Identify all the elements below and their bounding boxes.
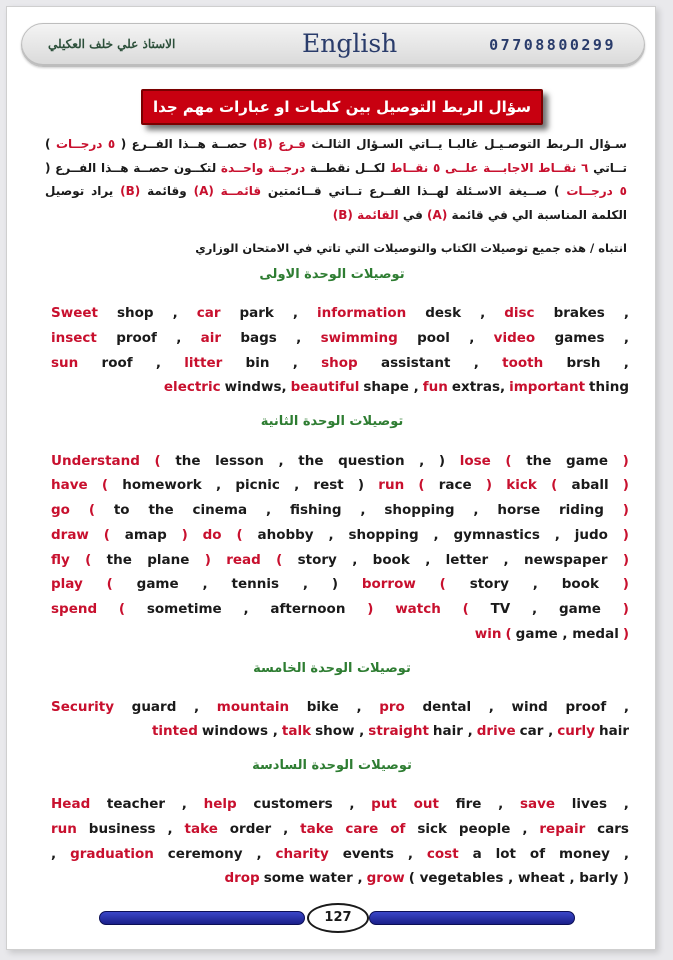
collocate-word: , [532, 576, 538, 592]
collocate-word: bin [245, 355, 270, 371]
collocate-word: newspaper [523, 552, 608, 568]
intro-highlight: ٦ نقــاط الاجابـــة علــى ٥ نقــاط [390, 160, 589, 175]
collocate-word: , [623, 355, 629, 371]
collocate-word: wind [511, 699, 548, 715]
collocate-word: , [194, 699, 200, 715]
keyword-word: of [390, 821, 406, 837]
collocate-word: the [175, 453, 201, 469]
keyword-word: ( [505, 626, 512, 642]
keyword-word: play [51, 576, 83, 592]
collocate-word: hair [598, 723, 629, 739]
keyword-word: sun [51, 355, 79, 371]
keyword-word: ) [367, 601, 374, 617]
question-title: سؤال الربط التوصيل بين كلمات او عبارات مهم جدا [141, 89, 543, 125]
keyword-word: take [300, 821, 334, 837]
collocate-word: , [352, 552, 358, 568]
keyword-word: ) [181, 527, 188, 543]
intro-highlight: القائمة (B) [332, 207, 399, 222]
intro-text: في [398, 207, 428, 222]
attention-label: انتباه [598, 241, 627, 255]
collocate-word: car , [519, 723, 554, 739]
collocate-word: roof [101, 355, 133, 371]
keyword-word: ( [85, 552, 92, 568]
keyword-word: help [203, 796, 237, 812]
collocate-word: , [265, 502, 272, 518]
collocate-word: business [88, 821, 156, 837]
keyword-word: ( [505, 453, 512, 469]
collocate-word: assistant [380, 355, 451, 371]
keyword-word: car [196, 305, 221, 321]
keyword-word: graduation [70, 846, 154, 862]
keyword-word: run [51, 821, 77, 837]
keyword-word: take [184, 821, 218, 837]
collocate-word: , [469, 330, 475, 346]
subject-title: English [302, 29, 398, 58]
collocate-word: , [488, 699, 494, 715]
collocate-word: the [106, 552, 132, 568]
collocate-word: the [148, 502, 174, 518]
collocate-word: guard [131, 699, 177, 715]
collocate-word: ahobby [257, 527, 314, 543]
collocation-row [51, 846, 629, 868]
collocate-word: , [302, 576, 308, 592]
worksheet-page [6, 6, 656, 950]
intro-highlight: ٥ درجــات [55, 137, 116, 151]
collocate-word: , [167, 821, 173, 837]
collocate-word: homework [122, 477, 202, 493]
keyword-word: spend [51, 601, 98, 617]
keyword-word: ) [622, 453, 629, 469]
collocate-word: park [239, 305, 274, 321]
collocation-row [51, 330, 629, 352]
collocate-word: shopping [348, 527, 419, 543]
intro-text: وقائمة [140, 184, 194, 198]
collocate-word: judo [574, 527, 608, 543]
collocate-word: bags [240, 330, 277, 346]
keyword-word: disc [504, 305, 535, 321]
collocate-word: extras, [451, 379, 506, 395]
collocate-word: book [372, 552, 410, 568]
collocate-word: game [566, 453, 609, 469]
keyword-word: straight [368, 723, 429, 739]
collocate-word: letter [445, 552, 489, 568]
keyword-word: cost [426, 846, 459, 862]
keyword-word: ( [106, 576, 113, 592]
collocate-word: lesson [215, 453, 264, 469]
collocate-word: story [297, 552, 337, 568]
collocate-word: , [623, 796, 629, 812]
collocate-word: show , [315, 723, 365, 739]
collocate-word: ceremony [167, 846, 243, 862]
keyword-word: Sweet [51, 305, 98, 321]
keyword-word: ) [622, 502, 629, 518]
collocate-word: hair , [432, 723, 473, 739]
collocation-row [51, 723, 629, 745]
intro-paragraph [45, 133, 627, 227]
collocate-word: , [419, 453, 425, 469]
collocate-word: , [480, 305, 486, 321]
collocate-word: story [469, 576, 509, 592]
collocate-word: , [522, 821, 528, 837]
collocate-word: bike [306, 699, 339, 715]
collocate-word: , [433, 527, 439, 543]
collocation-row [51, 626, 629, 648]
collocate-word: brsh [566, 355, 601, 371]
collocate-word: windows , [201, 723, 278, 739]
keyword-word: kick [506, 477, 537, 493]
intro-highlight: درجــة واحــدة [220, 160, 306, 175]
keyword-word: drop [224, 870, 260, 886]
keyword-word: ( [154, 453, 161, 469]
collocate-word: afternoon [270, 601, 346, 617]
intro-text: ) صــيغة الاسـئلة لهــذا الفــرع تــاتي قــائمتين [261, 184, 567, 198]
collocate-word: brakes [553, 305, 605, 321]
intro-highlight: (A) [427, 207, 448, 222]
keyword-word: ( [88, 502, 95, 518]
collocate-word: game , medal [515, 626, 619, 642]
keyword-word: ( [118, 601, 126, 617]
collocate-word: , [294, 477, 300, 493]
intro-highlight: قائمــة (A) [193, 184, 262, 198]
collocate-word: , [360, 502, 366, 518]
collocate-word: shopping [384, 502, 455, 518]
keyword-word: air [200, 330, 222, 346]
collocate-word: plane [147, 552, 190, 568]
intro-text: حصــة هــذا الفــرع ( [115, 137, 253, 151]
collocate-word: , [425, 552, 431, 568]
keyword-word: do [202, 527, 222, 543]
collocate-word: game [558, 601, 601, 617]
collocate-word: some water , [263, 870, 363, 886]
keyword-word: Head [51, 796, 91, 812]
keyword-word: lose [459, 453, 491, 469]
collocate-word: sick [417, 821, 447, 837]
collocate-word: of [529, 846, 546, 862]
keyword-word: pro [379, 699, 405, 715]
collocation-row [51, 870, 629, 892]
collocate-word: the [298, 453, 324, 469]
collocate-word: ) [331, 576, 338, 592]
collocate-word: lot [495, 846, 516, 862]
keyword-word: ( [462, 601, 469, 617]
collocation-row [51, 527, 629, 549]
collocate-word: , [155, 355, 162, 371]
teacher-name: الاستاذ علي خلف العكيلي [48, 37, 176, 51]
collocation-row [51, 601, 629, 623]
collocate-word: fishing [289, 502, 342, 518]
collocate-word: a [472, 846, 482, 862]
collocate-word: events [342, 846, 394, 862]
collocate-word: , [623, 846, 629, 862]
collocate-word: , [51, 846, 57, 862]
keyword-word: charity [275, 846, 329, 862]
keyword-word: win [474, 626, 502, 642]
keyword-word: curly [557, 723, 595, 739]
collocate-word: race [438, 477, 472, 493]
collocate-word: ) [357, 477, 365, 493]
collocate-word: , [503, 552, 509, 568]
collocate-word: , [328, 527, 334, 543]
collocate-word: , [292, 305, 299, 321]
collocate-word: lives [571, 796, 607, 812]
keyword-word: have [51, 477, 88, 493]
collocate-word: amap [124, 527, 167, 543]
keyword-word: repair [539, 821, 586, 837]
keyword-word: video [493, 330, 536, 346]
intro-text: لتكــون حصــة هــذا الفــرع ( [45, 160, 221, 175]
keyword-word: ) [485, 477, 493, 493]
collocate-word: , [256, 846, 262, 862]
collocate-word: customers [253, 796, 333, 812]
collocation-row [51, 305, 629, 327]
keyword-word: fly [51, 552, 70, 568]
keyword-word: save [519, 796, 556, 812]
intro-highlight: فـرع (B) [252, 137, 306, 151]
keyword-word: tinted [151, 723, 198, 739]
keyword-word: ( [418, 477, 425, 493]
collocation-row [51, 796, 629, 818]
collocate-word: teacher [106, 796, 166, 812]
collocate-word: aball [571, 477, 609, 493]
keyword-word: ) [622, 626, 629, 642]
keyword-word: electric [163, 379, 221, 395]
collocate-word: riding [559, 502, 604, 518]
collocate-word: , [532, 601, 538, 617]
collocate-word: ) [438, 453, 446, 469]
collocate-word: people [458, 821, 511, 837]
collocate-word: money [559, 846, 610, 862]
collocate-word: games [554, 330, 605, 346]
keyword-word: mountain [216, 699, 290, 715]
collocation-row [51, 477, 629, 499]
collocate-word: cinema [192, 502, 248, 518]
keyword-word: fun [422, 379, 448, 395]
keyword-word: ( [439, 576, 446, 592]
keyword-word: beautiful [290, 379, 360, 395]
collocate-word: game [136, 576, 179, 592]
collocate-word: , [554, 527, 560, 543]
collocation-row [51, 379, 629, 401]
collocate-word: pool [417, 330, 450, 346]
collocation-row [51, 355, 629, 377]
keyword-word: ( [551, 477, 558, 493]
collocate-word: question [338, 453, 405, 469]
keyword-word: read [226, 552, 261, 568]
intro-text: ) تــاتي [45, 137, 627, 175]
unit-1-heading: توصيلات الوحدة الاولى [259, 267, 405, 282]
keyword-word: care [345, 821, 379, 837]
collocate-word: , [473, 355, 479, 371]
page-number: 127 [307, 903, 369, 933]
collocate-word: ( vegetables , wheat , barly ) [408, 870, 629, 886]
collocate-word: , [349, 796, 355, 812]
keyword-word: ( [103, 527, 110, 543]
keyword-word: insect [51, 330, 97, 346]
collocate-word: shape , [363, 379, 419, 395]
collocate-word: , [296, 330, 302, 346]
collocation-row [51, 453, 629, 475]
keyword-word: draw [51, 527, 89, 543]
collocation-row [51, 576, 629, 598]
collocate-word: , [407, 846, 413, 862]
collocation-row [51, 502, 629, 524]
keyword-word: ( [236, 527, 243, 543]
keyword-word: information [317, 305, 407, 321]
collocate-word: , [623, 699, 629, 715]
keyword-word: shop [321, 355, 358, 371]
unit-5-heading: توصيلات الوحدة الخامسة [253, 661, 411, 676]
header-bar [21, 23, 645, 67]
intro-highlight: ٥ درجــات [566, 184, 627, 198]
keyword-word: important [509, 379, 586, 395]
keyword-word: ) [204, 552, 211, 568]
keyword-word: tooth [502, 355, 544, 371]
collocate-word: gymnastics [453, 527, 540, 543]
keyword-word: ) [622, 552, 629, 568]
collocate-word: tennis [231, 576, 279, 592]
collocate-word: to [113, 502, 130, 518]
intro-text: لكــل نقطــة [305, 160, 390, 175]
collocate-word: , [172, 305, 178, 321]
keyword-word: watch [395, 601, 441, 617]
collocate-word: the [526, 453, 552, 469]
collocate-word: rest [313, 477, 344, 493]
keyword-word: litter [184, 355, 223, 371]
collocation-row [51, 821, 629, 843]
collocate-word: , [202, 576, 208, 592]
keyword-word: ( [276, 552, 283, 568]
collocate-word: shop [116, 305, 154, 321]
unit-2-heading: توصيلات الوحدة الثانية [260, 414, 404, 429]
unit-6-heading: توصيلات الوحدة السادسة [252, 758, 412, 773]
keyword-word: out [413, 796, 439, 812]
intro-text: سـؤال الـربط التوصـيـل غالبـا يــاتي السـؤال الثالـث [305, 137, 627, 151]
keyword-word: ) [622, 477, 629, 493]
collocate-word: , [278, 453, 284, 469]
keyword-word: swimming [320, 330, 398, 346]
collocate-word: TV [490, 601, 511, 617]
footer-bar-left [99, 911, 305, 925]
collocate-word: proof [116, 330, 157, 346]
collocate-word: , [356, 699, 362, 715]
collocate-word: , [243, 601, 249, 617]
phone-number: 07708800299 [489, 36, 616, 54]
keyword-word: go [51, 502, 70, 518]
footer-bar-right [369, 911, 575, 925]
collocate-word: , [292, 355, 298, 371]
collocate-word: cars [597, 821, 629, 837]
keyword-word: ) [622, 576, 629, 592]
collocate-word: , [283, 821, 289, 837]
collocate-word: , [498, 796, 504, 812]
attention-note [45, 241, 627, 255]
keyword-word: Security [51, 699, 115, 715]
collocate-word: order [229, 821, 272, 837]
keyword-word: ) [622, 601, 629, 617]
keyword-word: talk [281, 723, 312, 739]
collocation-row [51, 552, 629, 574]
keyword-word: put [371, 796, 397, 812]
collocate-word: sometime [146, 601, 222, 617]
keyword-word: grow [366, 870, 405, 886]
collocate-word: , [215, 477, 222, 493]
collocate-word: horse [497, 502, 541, 518]
keyword-word: ( [101, 477, 109, 493]
collocate-word: desk [425, 305, 462, 321]
keyword-word: borrow [361, 576, 416, 592]
collocate-word: , [176, 330, 182, 346]
collocate-word: proof [565, 699, 607, 715]
collocate-word: fire [455, 796, 482, 812]
collocate-word: windws, [224, 379, 287, 395]
collocate-word: dental [422, 699, 472, 715]
collocate-word: , [181, 796, 187, 812]
keyword-word: drive [476, 723, 516, 739]
keyword-word: run [378, 477, 405, 493]
collocate-word: thing [589, 379, 629, 395]
collocate-word: , [623, 305, 629, 321]
keyword-word: ) [622, 527, 629, 543]
intro-text: يراد توصيل الكلمة المناسبة الي في قائمة [45, 184, 627, 222]
collocate-word: book [561, 576, 599, 592]
collocate-word: , [473, 502, 479, 518]
collocate-word: picnic [235, 477, 280, 493]
collocate-word: , [623, 330, 629, 346]
keyword-word: Understand [51, 453, 140, 469]
collocation-row [51, 699, 629, 721]
intro-highlight: (B) [120, 184, 141, 198]
attention-text: / هذه جميع توصيلات الكتاب والتوصيلات التي تاتي في الامتحان الوزاري [195, 241, 599, 255]
